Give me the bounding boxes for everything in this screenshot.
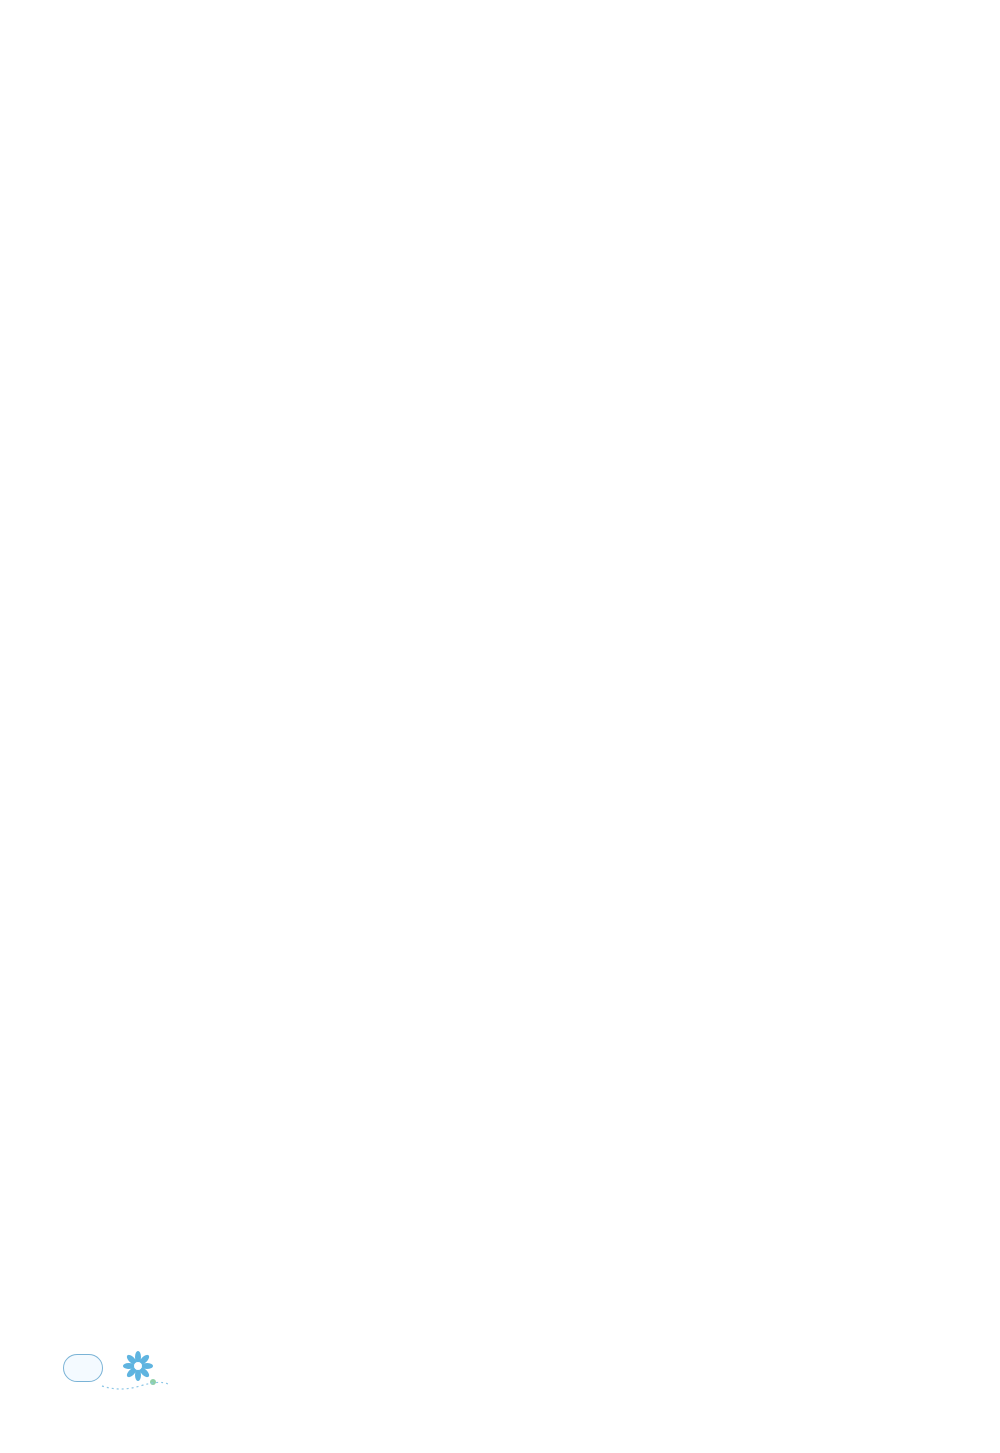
dotted-swirl-decoration bbox=[100, 1380, 170, 1392]
page-number bbox=[63, 1354, 103, 1382]
site-logo bbox=[820, 1380, 980, 1444]
